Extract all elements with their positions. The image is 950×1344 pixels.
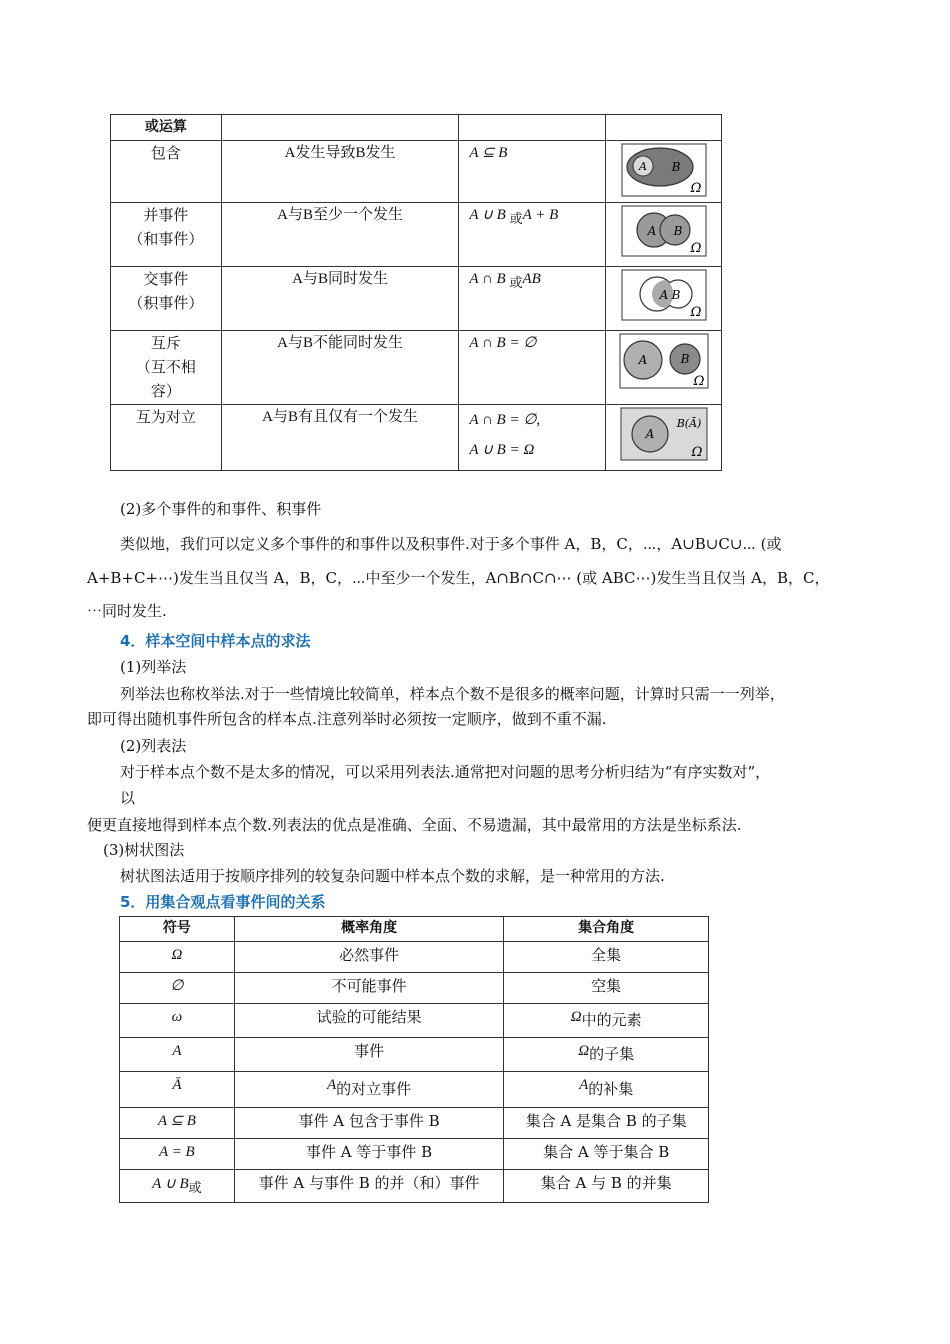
row-intersection-symbol: A ∩ B 或AB xyxy=(459,267,606,331)
row-complement-desc: A与B有且仅有一个发生 xyxy=(221,405,459,471)
svg-text:B: B xyxy=(673,224,682,238)
row-exclusive-desc: A与B不能同时发生 xyxy=(221,331,459,405)
row-exclusive-symbol: A ∩ B = ∅ xyxy=(459,331,606,405)
svg-text:A: A xyxy=(647,224,656,238)
venn-intersection xyxy=(606,267,722,331)
table-row: A = B 事件 A 等于事件 B 集合 A 等于集合 B xyxy=(120,1139,709,1170)
row-union-desc: A与B至少一个发生 xyxy=(221,203,459,267)
venn-label-omega: Ω xyxy=(690,181,701,196)
svg-text:B: B xyxy=(671,288,680,302)
venn-exclusive xyxy=(606,331,722,405)
event-operations-table xyxy=(110,114,722,471)
row-intersection-desc: A与B同时发生 xyxy=(221,267,459,331)
row-intersection-name: 交事件 （积事件） xyxy=(111,267,222,331)
venn-label-a: A xyxy=(638,160,647,173)
col-header-set: 集合角度 xyxy=(504,917,709,942)
venn-inclusion xyxy=(606,141,722,203)
section-2-title: (2)多个事件的和事件、积事件 xyxy=(120,500,322,518)
svg-text:B: B xyxy=(680,352,689,366)
method2-line1: 对于样本点个数不是太多的情况，可以采用列表法.通常把对问题的思考分析归结为“有序实数对”， xyxy=(120,763,771,781)
svg-text:A: A xyxy=(659,288,668,302)
method3-line1: 树状图法适用于按顺序排列的较复杂问题中样本点个数的求解，是一种常用的方法. xyxy=(120,867,665,885)
venn-union xyxy=(606,203,722,267)
row-complement-name: 互为对立 xyxy=(111,405,222,471)
table-row: ∅ 不可能事件 空集 xyxy=(120,973,709,1004)
row-union-symbol: A ∪ B 或A + B xyxy=(459,203,606,267)
svg-text:A: A xyxy=(638,353,647,367)
section-2-line3: ⋯同时发生. xyxy=(87,602,167,620)
svg-text:Ω: Ω xyxy=(690,305,701,320)
table-row: Ā A的对立事件 A的补集 xyxy=(120,1072,709,1108)
row-inclusion-desc: A发生导致B发生 xyxy=(221,141,459,203)
table-row: Ω 必然事件 全集 xyxy=(120,942,709,973)
section-2-line1: 类似地，我们可以定义多个事件的和事件以及积事件.对于多个事件 A，B，C，⋯，A∪B∪C∪⋯ (或 xyxy=(120,535,782,553)
row-complement-symbol: A ∩ B = ∅, A ∪ B = Ω xyxy=(459,405,606,471)
svg-text:Ω: Ω xyxy=(691,445,702,460)
method2-title: (2)列表法 xyxy=(120,737,187,755)
row-union-name: 并事件 （和事件） xyxy=(111,203,222,267)
heading-5: 5．用集合观点看事件间的关系 xyxy=(120,893,326,911)
svg-text:A: A xyxy=(645,427,654,441)
venn-complement xyxy=(606,405,722,471)
section-2-line2: A+B+C+⋯)发生当且仅当 A，B，C，⋯中至少一个发生，A∩B∩C∩⋯ (或 ABC⋯)发生当且仅当 A，B，C， xyxy=(87,569,830,587)
table-row: A ⊆ B 事件 A 包含于事件 B 集合 A 是集合 B 的子集 xyxy=(120,1108,709,1139)
table-row: A 事件 Ω的子集 xyxy=(120,1038,709,1072)
col-header-probability: 概率角度 xyxy=(234,917,504,942)
method2-line2: 以 xyxy=(120,789,136,807)
heading-4: 4．样本空间中样本点的求法 xyxy=(120,632,311,650)
venn-label-b: B xyxy=(671,160,680,174)
method3-title: (3)树状图法 xyxy=(103,841,185,859)
table-row: ω 试验的可能结果 Ω中的元素 xyxy=(120,1004,709,1038)
set-view-table xyxy=(119,916,709,1203)
method1-title: (1)列举法 xyxy=(120,658,187,676)
col-header-symbol: 符号 xyxy=(120,917,235,942)
svg-text:Ω: Ω xyxy=(690,241,701,256)
table-row: A ∪ B或 事件 A 与事件 B 的并（和）事件 集合 A 与 B 的并集 xyxy=(120,1170,709,1203)
method1-line2: 即可得出随机事件所包含的样本点.注意列举时必须按一定顺序，做到不重不漏. xyxy=(87,710,607,728)
method2-line3: 便更直接地得到样本点个数.列表法的优点是准确、全面、不易遗漏，其中最常用的方法是坐标系法. xyxy=(87,816,742,834)
row-exclusive-name: 互斥 （互不相 容） xyxy=(111,331,222,405)
method1-line1: 列举法也称枚举法.对于一些情境比较简单，样本点个数不是很多的概率问题，计算时只需一一列举， xyxy=(120,685,785,703)
table1-header: 或运算 xyxy=(111,115,222,141)
svg-text:Ω: Ω xyxy=(693,374,704,389)
row-inclusion-symbol: A ⊆ B xyxy=(459,141,606,203)
svg-text:B(Ā): B(Ā) xyxy=(676,417,701,430)
row-inclusion-name: 包含 xyxy=(111,141,222,203)
